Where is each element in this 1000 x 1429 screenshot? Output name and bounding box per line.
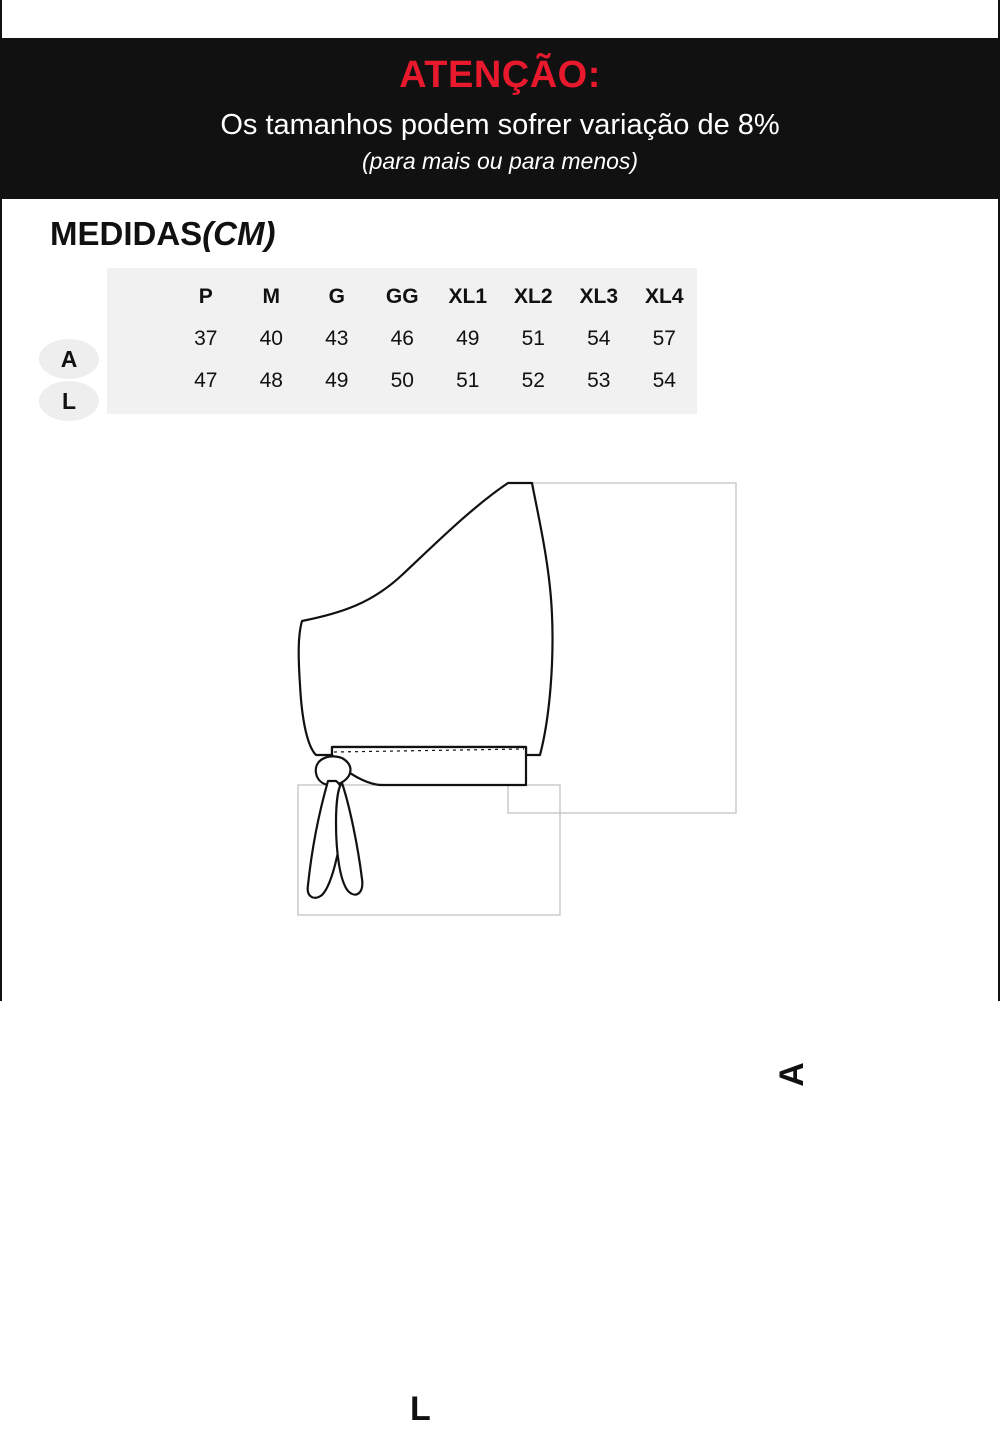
banner-title: ATENÇÃO: bbox=[399, 54, 601, 96]
cell-l-g: 49 bbox=[325, 369, 349, 392]
cell-a-xl4: 57 bbox=[652, 327, 676, 350]
cell-l-xl3: 53 bbox=[587, 369, 611, 392]
cell-a-xl3: 54 bbox=[587, 327, 611, 350]
cell-a-g: 43 bbox=[325, 327, 349, 350]
garment-diagram-svg bbox=[2, 455, 998, 1001]
row-label-a-text: A bbox=[39, 339, 99, 379]
cell-l-xl1: 51 bbox=[456, 369, 480, 392]
column-header-g: G bbox=[328, 285, 345, 308]
garment-diagram bbox=[2, 455, 998, 1428]
top-body-outline bbox=[299, 483, 553, 755]
cell-a-xl1: 49 bbox=[456, 327, 480, 350]
table-row bbox=[107, 318, 697, 360]
row-label-l bbox=[61, 360, 173, 414]
column-header-xl1: XL1 bbox=[448, 285, 487, 308]
row-label-a bbox=[60, 318, 173, 372]
cell-a-gg: 46 bbox=[390, 327, 414, 350]
row-label-l-text: L bbox=[39, 381, 99, 421]
column-header-xl4: XL4 bbox=[644, 285, 684, 308]
table-header-row bbox=[107, 276, 697, 318]
cell-l-xl2: 52 bbox=[521, 369, 545, 392]
banner-variation-note: (para mais ou para menos) bbox=[361, 147, 639, 174]
height-dimension-label: A bbox=[772, 1062, 811, 1087]
cell-l-m: 48 bbox=[259, 369, 283, 392]
width-dimension-label: L bbox=[410, 1390, 431, 1428]
bow-tail-right bbox=[336, 783, 362, 895]
cell-a-m: 40 bbox=[259, 327, 283, 350]
measures-unit: (CM) bbox=[202, 215, 276, 252]
column-header-xl2: XL2 bbox=[513, 285, 553, 308]
column-header-p: P bbox=[198, 285, 213, 308]
cell-a-p: 37 bbox=[194, 327, 218, 350]
table-corner-cell bbox=[107, 276, 173, 318]
column-header-gg: GG bbox=[385, 285, 419, 308]
measures-heading bbox=[50, 215, 276, 253]
cell-l-xl4: 54 bbox=[652, 369, 676, 392]
table-row bbox=[107, 360, 697, 402]
column-header-m: M bbox=[262, 285, 280, 308]
cell-l-p: 47 bbox=[194, 369, 218, 392]
waistband bbox=[332, 747, 526, 785]
column-header-xl3: XL3 bbox=[579, 285, 618, 308]
measures-heading-text: MEDIDAS bbox=[50, 215, 203, 252]
size-table bbox=[60, 276, 697, 414]
size-table-panel bbox=[60, 268, 697, 414]
banner-variation-text: Os tamanhos podem sofrer variação de 8% bbox=[220, 108, 780, 141]
warning-banner bbox=[2, 38, 998, 199]
cell-l-gg: 50 bbox=[390, 369, 414, 392]
cell-a-xl2: 51 bbox=[521, 327, 545, 350]
